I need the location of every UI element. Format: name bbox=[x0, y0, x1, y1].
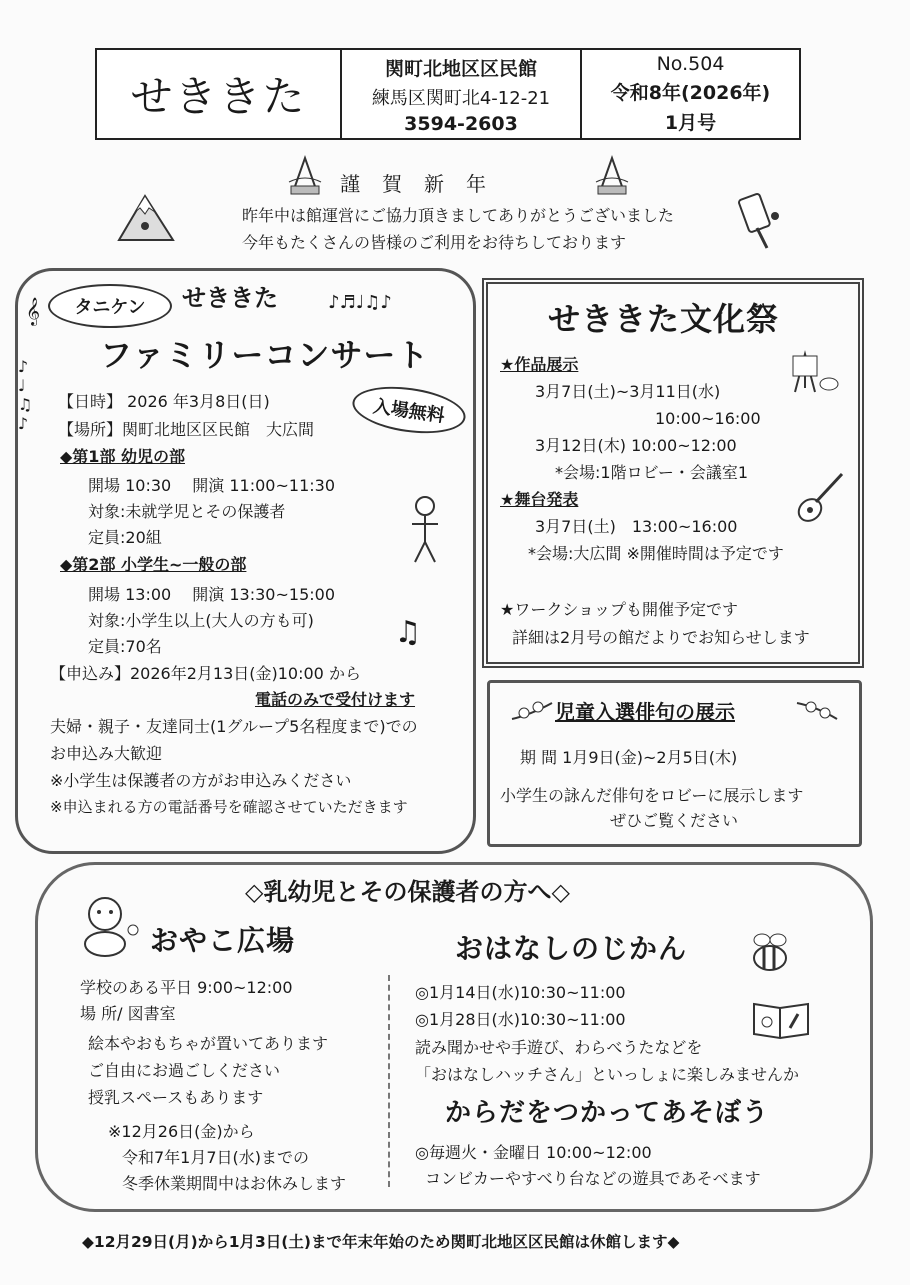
part1-target: 対象:未就学児とその保護者 bbox=[88, 502, 286, 521]
issue-info bbox=[582, 50, 799, 138]
haiku-desc2: ぜひご覧ください bbox=[610, 811, 739, 830]
oyako-title: おやこ広場 bbox=[150, 924, 296, 957]
issue-number: No.504 bbox=[656, 53, 725, 76]
oyako-line2: ご自由にお過ごしください bbox=[88, 1061, 281, 1080]
workshop-title: ★ワークショップも開催予定です bbox=[500, 600, 739, 619]
concert-title: ファミリーコンサート bbox=[100, 336, 430, 374]
story-date1: ◎1月14日(水)10:30~11:00 bbox=[415, 983, 626, 1002]
play-desc: コンビカーやすべり台などの遊具であそべます bbox=[425, 1169, 761, 1188]
play-title: からだをつかってあそぼう bbox=[445, 1098, 770, 1128]
kadomatsu-icon bbox=[285, 152, 325, 196]
greeting-line1: 昨年中は館運営にご協力頂きましてありがとうございました bbox=[242, 206, 675, 225]
oyako-line5: 令和7年1月7日(水)までの bbox=[122, 1148, 310, 1167]
stage-venue: *会場:大広間 ※開催時間は予定です bbox=[528, 544, 784, 563]
picture-book-icon bbox=[750, 996, 812, 1040]
oyako-days: 学校のある平日 9:00~12:00 bbox=[80, 978, 293, 997]
stage-date: 3月7日(土) 13:00~16:00 bbox=[535, 517, 738, 536]
concert-subtitle: せききた bbox=[182, 284, 278, 312]
music-note-icon: ♫ bbox=[394, 614, 422, 650]
infants-title: ◇乳幼児とその保護者の方へ◇ bbox=[245, 878, 570, 906]
facility-name: 関町北地区区民館 bbox=[384, 57, 537, 80]
issue-month: 1月号 bbox=[664, 111, 717, 134]
exhibit-title: ★作品展示 bbox=[500, 355, 579, 374]
story-title: おはなしのじかん bbox=[455, 932, 688, 965]
battledore-icon bbox=[735, 192, 785, 252]
haiku-period: 期 間 1月9日(金)~2月5日(木) bbox=[520, 748, 738, 767]
concert-place: 【場所】関町北地区区民館 大広間 bbox=[58, 420, 315, 439]
closure-notice: ◆12月29日(月)から1月3日(土)まで年末年始のため関町北地区区民館は休館します◆ bbox=[82, 1233, 680, 1251]
part1-title: ◆第1部 幼児の部 bbox=[60, 447, 186, 466]
apply-note3: ※小学生は保護者の方がお申込みください bbox=[50, 771, 352, 790]
exhibit-date1: 3月7日(土)~3月11日(水) bbox=[535, 382, 721, 401]
bee-icon bbox=[742, 928, 797, 976]
oyako-place: 場 所/ 図書室 bbox=[80, 1004, 176, 1023]
part2-capacity: 定員:70名 bbox=[88, 637, 162, 656]
dancing-children-icon bbox=[400, 492, 450, 572]
play-time: ◎毎週火・金曜日 10:00~12:00 bbox=[415, 1143, 652, 1162]
part1-capacity: 定員:20組 bbox=[88, 528, 162, 547]
newsletter-title: せききた bbox=[97, 50, 342, 138]
facility-info bbox=[342, 50, 582, 138]
concert-date: 【日時】 2026 年3月8日(日) bbox=[58, 392, 270, 411]
story-desc1: 読み聞かせや手遊び、わらべうたなどを bbox=[415, 1038, 703, 1057]
part2-title: ◆第2部 小学生~一般の部 bbox=[60, 555, 247, 574]
apply-note2: お申込み大歓迎 bbox=[50, 744, 163, 763]
greeting-title: 謹賀新年 bbox=[340, 172, 508, 196]
oyako-line1: 絵本やおもちゃが置いてあります bbox=[88, 1034, 329, 1053]
music-notes-icon: ♪♬♩♫♪ bbox=[328, 291, 392, 313]
music-notes-icon: ♪ ♩ ♫ ♪ bbox=[17, 357, 33, 433]
part2-time: 開場 13:00 開演 13:30~15:00 bbox=[88, 585, 335, 604]
oyako-line3: 授乳スペースもあります bbox=[88, 1088, 264, 1107]
performer-badge: タニケン bbox=[48, 284, 172, 328]
exhibit-time1: 10:00~16:00 bbox=[655, 409, 761, 428]
stage-title: ★舞台発表 bbox=[500, 490, 579, 509]
apply-note: 電話のみで受付けます bbox=[255, 690, 416, 709]
plum-branch-icon bbox=[795, 695, 840, 727]
mount-fuji-icon bbox=[115, 190, 177, 246]
workshop-note: 詳細は2月号の館だよりでお知らせします bbox=[512, 628, 810, 647]
exhibit-date2: 3月12日(木) 10:00~12:00 bbox=[535, 436, 737, 455]
guitar-icon bbox=[792, 468, 848, 526]
facility-phone: 3594-2603 bbox=[404, 112, 518, 135]
apply-note4: ※申込まれる方の電話番号を確認させていただきます bbox=[50, 798, 408, 816]
greeting-line2: 今年もたくさんの皆様のご利用をお待ちしております bbox=[242, 233, 627, 252]
kadomatsu-icon bbox=[592, 152, 632, 196]
header-box bbox=[95, 48, 801, 140]
issue-date: 令和8年(2026年) bbox=[610, 81, 771, 104]
part2-target: 対象:小学生以上(大人の方も可) bbox=[88, 611, 314, 630]
story-desc2: 「おはなしハッチさん」といっしょに楽しみませんか bbox=[415, 1065, 800, 1084]
part1-time: 開場 10:30 開演 11:00~11:30 bbox=[88, 476, 335, 495]
haiku-title: 児童入選俳句の展示 bbox=[555, 700, 735, 724]
apply-note1: 夫婦・親子・友達同士(1グループ5名程度まで)での bbox=[50, 717, 418, 736]
music-note-icon: 𝄞 bbox=[25, 297, 41, 325]
oyako-line4: ※12月26日(金)から bbox=[108, 1122, 255, 1141]
free-entry-badge: 入場無料 bbox=[349, 380, 468, 439]
section-divider bbox=[388, 975, 390, 1187]
facility-address: 練馬区関町北4-12-21 bbox=[371, 87, 551, 109]
haiku-desc1: 小学生の詠んだ俳句をロビーに展示します bbox=[500, 786, 804, 805]
oyako-line6: 冬季休業期間中はお休みします bbox=[122, 1174, 347, 1193]
baby-icon bbox=[75, 890, 141, 958]
easel-icon bbox=[785, 348, 840, 396]
apply-date: 【申込み】2026年2月13日(金)10:00 から bbox=[50, 664, 361, 683]
festival-title: せききた文化祭 bbox=[548, 300, 780, 338]
exhibit-venue: *会場:1階ロビー・会議室1 bbox=[555, 463, 749, 482]
story-date2: ◎1月28日(水)10:30~11:00 bbox=[415, 1010, 626, 1029]
plum-branch-icon bbox=[510, 695, 555, 727]
